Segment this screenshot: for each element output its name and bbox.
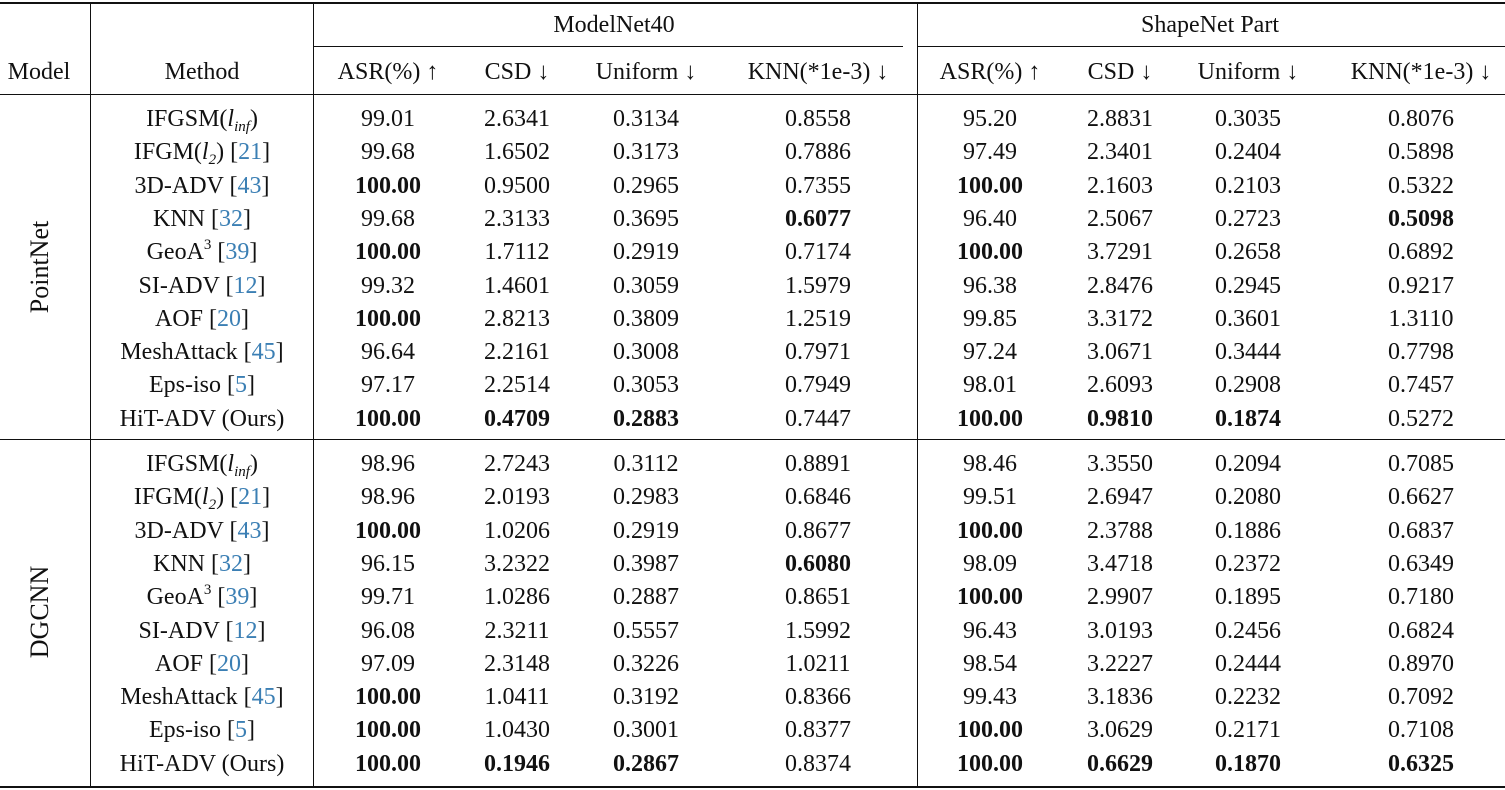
table-cell: 0.1874	[1215, 405, 1281, 432]
method-name	[139, 619, 266, 643]
table-cell: 0.8374	[785, 750, 851, 777]
table-cell: 1.0286	[484, 584, 550, 611]
method-superscript: 3	[203, 582, 212, 599]
citation-bracket: [	[229, 172, 238, 199]
table-cell: 100.00	[355, 172, 421, 199]
table-cell: 99.43	[963, 684, 1017, 711]
citation-bracket: ]	[275, 339, 284, 366]
citation-bracket: [	[225, 272, 234, 299]
citation-link[interactable]: 12	[233, 272, 258, 299]
citation-bracket: ]	[262, 484, 271, 511]
table-cell: 0.8558	[785, 106, 851, 132]
citation-bracket: ]	[243, 550, 251, 577]
table-cell: 0.7971	[785, 339, 851, 366]
method-text: IFGM(	[133, 484, 202, 511]
table-cell: 98.46	[963, 451, 1017, 477]
table-cell: 0.5272	[1388, 405, 1454, 432]
method-text: SI-ADV	[138, 617, 226, 644]
method-name	[133, 484, 271, 514]
table-cell: 0.3601	[1215, 305, 1281, 332]
table-cell: 3.2227	[1087, 650, 1153, 677]
method-name	[146, 451, 258, 480]
table-cell: 99.01	[361, 106, 415, 132]
citation-bracket: ]	[247, 717, 255, 744]
table-cell: 3.1836	[1087, 684, 1153, 711]
table-cell: 100.00	[355, 239, 421, 266]
citation-bracket: ]	[257, 617, 266, 644]
table-cell: 0.5557	[613, 617, 679, 644]
table-cell: 99.68	[361, 205, 415, 232]
table-cell: 0.9217	[1388, 272, 1454, 299]
table-cell: 0.6837	[1388, 517, 1454, 544]
table-cell: 0.2919	[613, 517, 679, 544]
method-text: KNN	[153, 205, 211, 232]
section-rule	[0, 439, 1505, 440]
table-cell: 0.6080	[785, 550, 851, 577]
method-text: AOF	[154, 650, 210, 677]
table-cell: 0.8377	[785, 717, 851, 744]
table-cell: 0.5098	[1388, 205, 1454, 232]
citation-link[interactable]: 45	[251, 339, 276, 366]
table-cell: 1.4601	[484, 272, 550, 299]
table-cell: 99.68	[361, 139, 415, 166]
citation-link[interactable]: 45	[251, 684, 276, 711]
citation-bracket: [	[209, 650, 218, 677]
table-cell: 2.9907	[1087, 584, 1153, 611]
table-cell: 3.0629	[1087, 717, 1153, 744]
method-name	[155, 652, 249, 676]
table-cell: 1.6502	[484, 139, 550, 166]
method-text: GeoA	[146, 584, 204, 611]
table-cell: 2.3148	[484, 650, 550, 677]
table-cell: 0.2723	[1215, 205, 1281, 232]
citation-link[interactable]: 5	[235, 372, 247, 399]
table-cell: 1.5992	[785, 617, 851, 644]
table-cell: 3.0193	[1087, 617, 1153, 644]
table-cell: 0.4709	[484, 405, 550, 432]
citation-bracket: [	[243, 339, 252, 366]
table-cell: 100.00	[957, 584, 1023, 611]
method-text: SI-ADV	[138, 272, 226, 299]
table-cell: 0.7085	[1388, 451, 1454, 477]
table-cell: 0.2945	[1215, 272, 1281, 299]
table-cell: 0.5322	[1388, 172, 1454, 199]
table-cell: 96.38	[963, 272, 1017, 299]
table-cell: 1.0430	[484, 717, 550, 744]
group-header-modelnet40: ModelNet40	[553, 12, 675, 38]
table-cell: 1.5979	[785, 272, 851, 299]
table-cell: 0.3695	[613, 205, 679, 232]
table-cell: 100.00	[957, 750, 1023, 777]
citation-bracket: ]	[249, 584, 258, 611]
header-model: Model	[7, 59, 71, 85]
method-variable: l	[201, 139, 209, 166]
table-cell: 3.3550	[1087, 451, 1153, 477]
table-cell: 99.85	[963, 305, 1017, 332]
table-cell: 98.96	[361, 451, 415, 477]
table-cell: 100.00	[957, 717, 1023, 744]
table-cell: 100.00	[355, 717, 421, 744]
table-cell: 2.5067	[1087, 205, 1153, 232]
table-cell: 100.00	[957, 405, 1023, 432]
table-cell: 2.8831	[1087, 106, 1153, 132]
table-cell: 96.40	[963, 205, 1017, 232]
table-cell: 0.1886	[1215, 517, 1281, 544]
model-label-dgcnn: DGCNN	[25, 565, 54, 659]
table-cell: 3.3172	[1087, 305, 1153, 332]
vrule-model	[90, 4, 91, 786]
table-cell: 0.2658	[1215, 239, 1281, 266]
method-variable: l	[201, 484, 209, 511]
table-cell: 0.8891	[785, 451, 851, 477]
citation-bracket: ]	[275, 684, 284, 711]
method-text: Eps-iso	[149, 717, 227, 744]
table-cell: 0.3008	[613, 339, 679, 366]
table-cell: 0.8076	[1388, 106, 1454, 132]
header-csd: CSD ↓	[1087, 59, 1153, 85]
table-cell: 0.6629	[1087, 750, 1153, 777]
method-name	[146, 106, 258, 135]
citation-link[interactable]: 39	[225, 584, 250, 611]
method-subscript-text: inf	[234, 464, 250, 480]
model-label-pointnet: PointNet	[25, 220, 54, 314]
table-cell: 0.7174	[785, 239, 851, 266]
header-uniform: Uniform ↓	[1197, 59, 1299, 85]
table-cell: 0.2171	[1215, 717, 1281, 744]
table-cell: 0.7108	[1388, 717, 1454, 744]
table-cell: 0.7949	[785, 372, 851, 399]
table-cell: 0.8970	[1388, 650, 1454, 677]
vrule-method	[313, 4, 314, 786]
table-cell: 2.3401	[1087, 139, 1153, 166]
citation-bracket: ]	[261, 517, 270, 544]
table-cell: 100.00	[355, 305, 421, 332]
table-cell: 0.2887	[613, 584, 679, 611]
method-text: IFGSM(	[146, 106, 228, 132]
header-knn: KNN(*1e-3) ↓	[747, 59, 889, 85]
table-cell: 0.3053	[613, 372, 679, 399]
table-cell: 100.00	[957, 239, 1023, 266]
method-text: GeoA	[146, 239, 204, 266]
method-name	[149, 373, 255, 397]
table-cell: 2.3788	[1087, 517, 1153, 544]
table-cell: 0.1895	[1215, 584, 1281, 611]
table-cell: 0.2404	[1215, 139, 1281, 166]
table-cell: 0.6892	[1388, 239, 1454, 266]
method-variable: l	[227, 106, 235, 132]
table-cell: 0.3192	[613, 684, 679, 711]
citation-bracket: ]	[257, 272, 266, 299]
table-cell: 0.7798	[1388, 339, 1454, 366]
method-name	[146, 237, 258, 266]
citation-link[interactable]: 32	[219, 205, 243, 232]
table-cell: 1.3110	[1388, 305, 1454, 332]
table-cell: 96.15	[361, 550, 415, 577]
citation-bracket: [	[227, 372, 235, 399]
method-name	[120, 407, 285, 431]
table-cell: 0.7092	[1388, 684, 1454, 711]
table-cell: 0.3001	[613, 717, 679, 744]
table-cell: 100.00	[355, 517, 421, 544]
citation-bracket: ]	[243, 205, 251, 232]
method-name	[120, 685, 283, 709]
method-name	[149, 718, 255, 742]
table-cell: 0.7355	[785, 172, 851, 199]
table-cell: 0.2103	[1215, 172, 1281, 199]
method-text: 3D-ADV	[134, 517, 230, 544]
table-cell: 0.2908	[1215, 372, 1281, 399]
table-cell: 100.00	[355, 684, 421, 711]
table-cell: 0.3059	[613, 272, 679, 299]
table-cell: 0.7447	[785, 405, 851, 432]
table-cell: 99.32	[361, 272, 415, 299]
table-cell: 0.2883	[613, 405, 679, 432]
citation-bracket: ]	[262, 139, 271, 166]
table-cell: 2.6093	[1087, 372, 1153, 399]
citation-bracket: [	[211, 205, 219, 232]
table-cell: 0.8651	[785, 584, 851, 611]
group-rule-shapenet	[917, 46, 1505, 47]
table-cell: 2.2161	[484, 339, 550, 366]
table-cell: 98.96	[361, 484, 415, 511]
method-name	[135, 174, 270, 198]
table-cell: 1.2519	[785, 305, 851, 332]
vrule-dataset	[917, 4, 918, 786]
method-text: MeshAttack	[120, 684, 244, 711]
method-suffix: )	[249, 106, 258, 132]
citation-link[interactable]: 21	[238, 484, 263, 511]
citation-bracket: [	[209, 305, 218, 332]
method-suffix: )	[216, 484, 231, 511]
method-text: MeshAttack	[120, 339, 244, 366]
table-cell: 2.1603	[1087, 172, 1153, 199]
method-subscript-text: inf	[234, 119, 250, 135]
table-cell: 97.09	[361, 650, 415, 677]
table-cell: 3.7291	[1087, 239, 1153, 266]
method-text: AOF	[154, 305, 210, 332]
table-cell: 0.6077	[785, 205, 851, 232]
table-cell: 96.64	[361, 339, 415, 366]
table-cell: 0.8677	[785, 517, 851, 544]
method-subscript-text: 2	[208, 497, 217, 514]
table-cell: 0.2232	[1215, 684, 1281, 711]
bottom-rule	[0, 786, 1505, 788]
method-text: 3D-ADV	[134, 172, 230, 199]
table-cell: 0.9500	[484, 172, 550, 199]
table-cell: 0.2456	[1215, 617, 1281, 644]
table-cell: 2.0193	[484, 484, 550, 511]
header-asr: ASR(%) ↑	[939, 59, 1041, 85]
table-cell: 2.3211	[484, 617, 550, 644]
method-text: HiT-ADV (Ours)	[119, 750, 285, 777]
table-cell: 1.0206	[484, 517, 550, 544]
method-suffix: )	[249, 451, 258, 477]
table-cell: 3.0671	[1087, 339, 1153, 366]
table-cell: 98.54	[963, 650, 1017, 677]
table-cell: 0.6824	[1388, 617, 1454, 644]
citation-bracket: ]	[241, 305, 250, 332]
method-name	[139, 274, 266, 298]
table-cell: 0.7886	[785, 139, 851, 166]
table-cell: 0.7457	[1388, 372, 1454, 399]
header-csd: CSD ↓	[484, 59, 550, 85]
table-cell: 2.8213	[484, 305, 550, 332]
table-cell: 0.1870	[1215, 750, 1281, 777]
table-cell: 100.00	[355, 405, 421, 432]
method-name	[155, 307, 249, 331]
method-text: Eps-iso	[149, 372, 227, 399]
citation-bracket: ]	[249, 239, 258, 266]
citation-bracket: ]	[261, 172, 270, 199]
table-cell: 0.6627	[1388, 484, 1454, 511]
table-cell: 0.6349	[1388, 550, 1454, 577]
table-cell: 2.7243	[484, 451, 550, 477]
table-cell: 0.3112	[613, 451, 679, 477]
table-cell: 100.00	[957, 517, 1023, 544]
table-cell: 0.6846	[785, 484, 851, 511]
method-name	[120, 752, 285, 776]
table-cell: 0.2094	[1215, 451, 1281, 477]
table-cell: 0.1946	[484, 750, 550, 777]
table-cell: 1.0411	[484, 684, 550, 711]
citation-bracket: [	[227, 717, 235, 744]
table-cell: 0.2867	[613, 750, 679, 777]
method-name	[153, 207, 251, 231]
method-name	[135, 519, 270, 543]
table-cell: 2.6341	[484, 106, 550, 132]
table-cell: 0.2372	[1215, 550, 1281, 577]
table-cell: 2.8476	[1087, 272, 1153, 299]
table-cell: 0.2983	[613, 484, 679, 511]
table-cell: 0.3444	[1215, 339, 1281, 366]
table-cell: 0.7180	[1388, 584, 1454, 611]
table-cell: 3.2322	[484, 550, 550, 577]
citation-bracket: [	[225, 617, 234, 644]
citation-link[interactable]: 43	[237, 517, 262, 544]
table-cell: 100.00	[355, 750, 421, 777]
method-name	[153, 552, 251, 576]
method-text: IFGM(	[133, 139, 202, 166]
citation-bracket: ]	[247, 372, 255, 399]
table-cell: 1.0211	[785, 650, 851, 677]
table-cell: 97.17	[361, 372, 415, 399]
table-cell: 0.6325	[1388, 750, 1454, 777]
citation-bracket: [	[230, 484, 239, 511]
group-rule-modelnet	[313, 46, 903, 47]
table-cell: 0.3987	[613, 550, 679, 577]
table-cell: 98.09	[963, 550, 1017, 577]
header-method: Method	[164, 59, 240, 85]
citation-bracket: [	[217, 239, 226, 266]
citation-link[interactable]: 21	[238, 139, 263, 166]
table-cell: 96.08	[361, 617, 415, 644]
table-cell: 99.51	[963, 484, 1017, 511]
table-cell: 2.3133	[484, 205, 550, 232]
table-cell: 97.49	[963, 139, 1017, 166]
citation-link[interactable]: 5	[235, 717, 247, 744]
citation-bracket: [	[230, 139, 239, 166]
method-text: KNN	[153, 550, 211, 577]
citation-bracket: [	[211, 550, 219, 577]
citation-bracket: [	[243, 684, 252, 711]
table-cell: 99.71	[361, 584, 415, 611]
table-cell: 0.9810	[1087, 405, 1153, 432]
table-cell: 96.43	[963, 617, 1017, 644]
table-cell: 3.4718	[1087, 550, 1153, 577]
header-rule	[0, 94, 1505, 95]
table-cell: 0.3173	[613, 139, 679, 166]
header-knn: KNN(*1e-3) ↓	[1350, 59, 1492, 85]
table-cell: 0.3226	[613, 650, 679, 677]
table-cell: 2.2514	[484, 372, 550, 399]
method-suffix: )	[216, 139, 231, 166]
table-cell: 0.3809	[613, 305, 679, 332]
table-cell: 0.2919	[613, 239, 679, 266]
table-cell: 0.3134	[613, 106, 679, 132]
table-cell: 0.2080	[1215, 484, 1281, 511]
table-cell: 100.00	[957, 172, 1023, 199]
top-rule	[0, 2, 1505, 4]
method-name	[133, 139, 271, 169]
citation-link[interactable]: 20	[217, 305, 242, 332]
table-cell: 0.2444	[1215, 650, 1281, 677]
citation-link[interactable]: 32	[219, 550, 243, 577]
method-text: HiT-ADV (Ours)	[119, 405, 285, 432]
table-cell: 0.5898	[1388, 139, 1454, 166]
method-name	[146, 582, 258, 611]
citation-bracket: [	[217, 584, 226, 611]
citation-link[interactable]: 43	[237, 172, 262, 199]
table-cell: 0.8366	[785, 684, 851, 711]
table-cell: 95.20	[963, 106, 1017, 132]
method-subscript-text: 2	[208, 152, 217, 169]
table-cell: 0.3035	[1215, 106, 1281, 132]
method-subscript	[234, 464, 250, 480]
header-asr: ASR(%) ↑	[337, 59, 439, 85]
citation-bracket: ]	[241, 650, 250, 677]
citation-bracket: [	[229, 517, 238, 544]
header-uniform: Uniform ↓	[595, 59, 697, 85]
method-text: IFGSM(	[146, 451, 228, 477]
citation-link[interactable]: 39	[225, 239, 250, 266]
table-cell: 97.24	[963, 339, 1017, 366]
table-cell: 2.6947	[1087, 484, 1153, 511]
table-cell: 98.01	[963, 372, 1017, 399]
table-cell: 0.2965	[613, 172, 679, 199]
method-superscript: 3	[203, 237, 212, 254]
table-cell: 1.7112	[484, 239, 550, 266]
group-header-shapenet-part: ShapeNet Part	[1141, 12, 1279, 38]
method-name	[120, 340, 283, 364]
citation-link[interactable]: 12	[233, 617, 258, 644]
method-subscript	[234, 119, 250, 135]
citation-link[interactable]: 20	[217, 650, 242, 677]
method-variable: l	[227, 451, 235, 477]
